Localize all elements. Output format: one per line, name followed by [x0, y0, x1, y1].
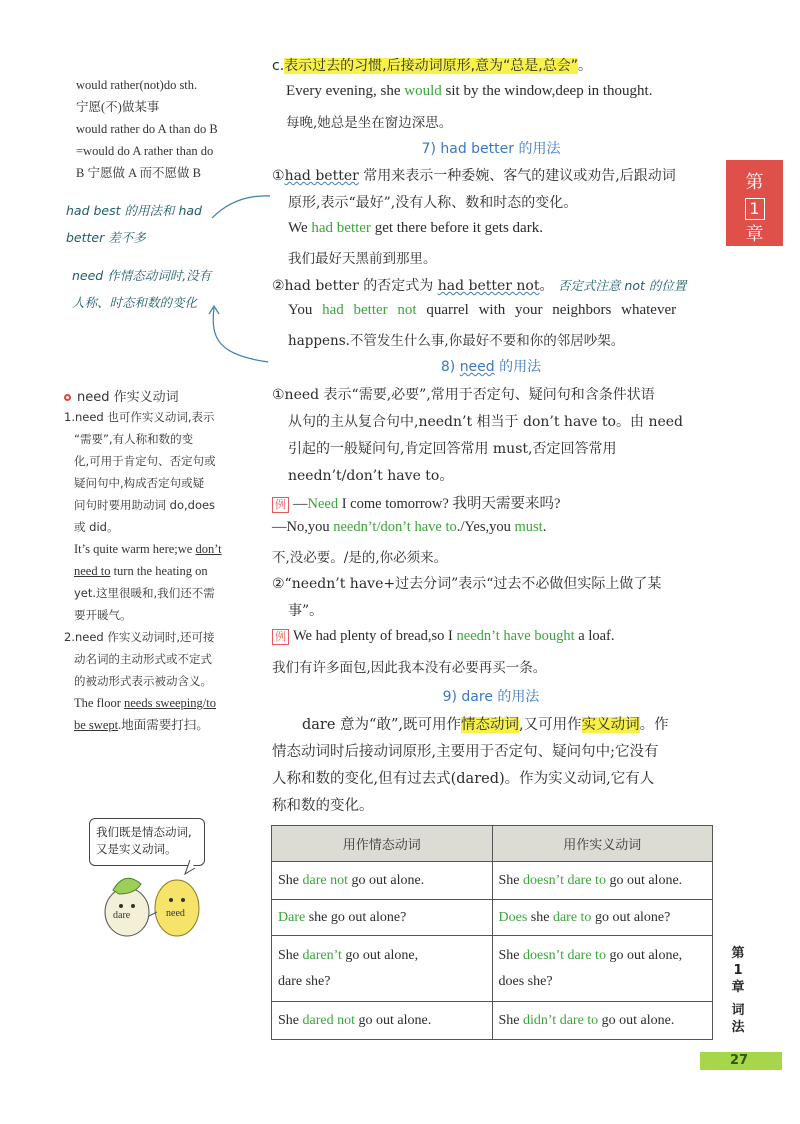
hand-line: need 作情态动词时,没有: [72, 268, 212, 283]
example-need-translation: 不,没必要。/是的,你必须来。: [272, 550, 448, 566]
dare-text: 称和数的变化。: [272, 798, 374, 814]
bubble-line: 我们既是情态动词,: [96, 825, 192, 839]
chapter-tab-text: 第: [745, 172, 764, 193]
dare-text: 情态动词时后接动词原形,主要用于否定句、疑问句中;它没有: [272, 744, 659, 760]
chapter-number: 1: [745, 198, 765, 220]
need-point-2: ②“needn’t have+过去分词”表示“过去不必做但实际上做了某: [272, 576, 662, 592]
cartoon-characters: [95, 860, 210, 940]
text-line: 1.need 也可作实义动词,表示: [64, 410, 215, 424]
need-point-1: ①need 表示“需要,必要”,常用于否定句、疑问句和含条件状语: [272, 387, 655, 403]
side-char: 1: [733, 963, 743, 978]
column-header: 用作实义动词: [492, 826, 713, 862]
need-point-1-cont: 引起的一般疑问句,肯定回答常用 must,否定回答常用: [288, 441, 617, 457]
text-line: yet.这里很暖和,我们还不需: [74, 586, 215, 600]
heading-had-better: 7) had better 的用法: [421, 141, 561, 157]
had-better-point-2: ②had better 的否定式为 had better not。 否定式注意 not 的位置: [272, 278, 687, 294]
table-cell: She daren’t go out alone, dare she?: [272, 936, 493, 1002]
table-cell: She doesn’t dare to go out alone, does she?: [492, 936, 713, 1002]
text-line: “需要”,有人称和数的变: [74, 432, 194, 446]
point-c: c.表示过去的习惯,后接动词原形,意为“总是,总会”。: [272, 58, 593, 74]
page-number: 27: [730, 1053, 749, 1068]
side-char: 第: [731, 946, 745, 961]
bullet-dot-icon: [64, 394, 71, 401]
text-line: 要开暖气。: [74, 608, 132, 622]
side-char: 章: [731, 980, 745, 995]
table-cell: She dare not go out alone.: [272, 862, 493, 900]
example-badge-icon: 例: [272, 629, 289, 645]
dare-text: 人称和数的变化,但有过去式(dared)。作为实义动词,它有人: [272, 771, 655, 787]
text-line: 的被动形式表示被动含义。: [74, 674, 212, 688]
note-line: would rather do A than do B: [76, 122, 218, 136]
table-row: [272, 862, 713, 900]
bubble-tail: [185, 860, 195, 874]
example-line: need to turn the heating on: [74, 564, 208, 578]
hand-line: 人称、时态和数的变化: [72, 295, 198, 310]
text-line: 2.need 作实义动词时,还可接: [64, 630, 215, 644]
arrow-need: [213, 308, 268, 362]
text-line: 动名词的主动形式或不定式: [74, 652, 212, 666]
text-line: 疑问句中,构成否定句或疑: [74, 476, 205, 490]
side-char: 法: [731, 1020, 745, 1035]
note-line: 宁愿(不)做某事: [76, 100, 160, 114]
arrow-had-best: [212, 196, 270, 218]
example-line: It’s quite warm here;we don’t: [74, 542, 222, 556]
character-label-dare: dare: [113, 910, 131, 921]
column-header: 用作情态动词: [272, 826, 493, 862]
table-row: [272, 1002, 713, 1040]
example-need-question: 例 —Need I come tomorrow? 我明天需要来吗?: [272, 492, 712, 513]
example-had-better: We had better get there before it gets dark.: [288, 220, 543, 236]
heading-dare: 9) dare 的用法: [442, 689, 540, 705]
chapter-tab-text: 章: [745, 224, 764, 245]
had-better-point-1-cont: 原形,表示“最好”,没有人称、数和时态的变化。: [288, 195, 578, 211]
bubble-line: 又是实义动词。: [96, 842, 177, 856]
example-line: The floor needs sweeping/to: [74, 696, 216, 710]
heading-need: 8) need 的用法: [440, 359, 542, 375]
example-would: Every evening, she would sit by the window,deep in thought.: [286, 83, 653, 99]
table-cell: She dared not go out alone.: [272, 1002, 493, 1040]
table-row: [272, 936, 713, 1002]
note-line: =would do A rather than do: [76, 144, 214, 158]
example-bread-translation: 我们有许多面包,因此我本没有必要再买一条。: [272, 660, 547, 676]
chapter-side-label: [728, 945, 748, 1036]
character-label-need: need: [166, 908, 185, 919]
text-line: 化,可用于肯定句、否定句或: [74, 454, 216, 468]
need-point-1-cont: 从句的主从复合句中,needn’t 相当于 don’t have to。由 need: [288, 414, 683, 430]
speech-bubble: [89, 818, 205, 866]
need-point-1-cont: needn’t/don’t have to。: [288, 468, 454, 484]
side-char: 词: [731, 1003, 745, 1018]
example-had-better-not-cont: happens.不管发生什么事,你最好不要和你的邻居吵架。: [288, 333, 625, 349]
table-cell: Dare she go out alone?: [272, 900, 493, 936]
table-cell: Does she dare to go out alone?: [492, 900, 713, 936]
example-need-answer: —No,you needn’t/don’t have to./Yes,you must.: [272, 519, 547, 535]
dare-intro: dare 意为“敢”,既可用作情态动词,又可用作实义动词。作: [302, 717, 669, 733]
need-main-verb-title: need 作实义动词: [64, 386, 179, 405]
text-line: 问句时要用助动词 do,does: [74, 498, 216, 512]
table-cell: She didn’t dare to go out alone.: [492, 1002, 713, 1040]
example-badge-icon: 例: [272, 497, 289, 513]
note-line: B 宁愿做 A 而不愿做 B: [76, 166, 202, 180]
example-bread: 例 We had plenty of bread,so I needn’t have bought a loaf.: [272, 628, 712, 645]
text-line: 或 did。: [74, 520, 119, 534]
dare-usage-table: [271, 825, 713, 1040]
example-had-better-translation: 我们最好天黑前到那里。: [288, 251, 437, 267]
hand-line: had best 的用法和 had: [66, 203, 202, 218]
table-header-row: [272, 826, 713, 862]
hand-line: better 差不多: [66, 230, 146, 245]
note-line: would rather(not)do sth.: [76, 78, 198, 92]
had-better-point-1: ①had better 常用来表示一种委婉、客气的建议或劝告,后跟动词: [272, 168, 676, 184]
table-cell: She doesn’t dare to go out alone.: [492, 862, 713, 900]
need-point-2-cont: 事”。: [288, 603, 324, 619]
example-line: be swept.地面需要打扫。: [74, 718, 209, 732]
example-had-better-not: You had better not quarrel with your neighbors whatever: [288, 302, 677, 318]
chapter-tab: [726, 160, 783, 246]
table-row: [272, 900, 713, 936]
example-would-translation: 每晚,她总是坐在窗边深思。: [286, 115, 453, 131]
need-explanation: [64, 406, 254, 736]
